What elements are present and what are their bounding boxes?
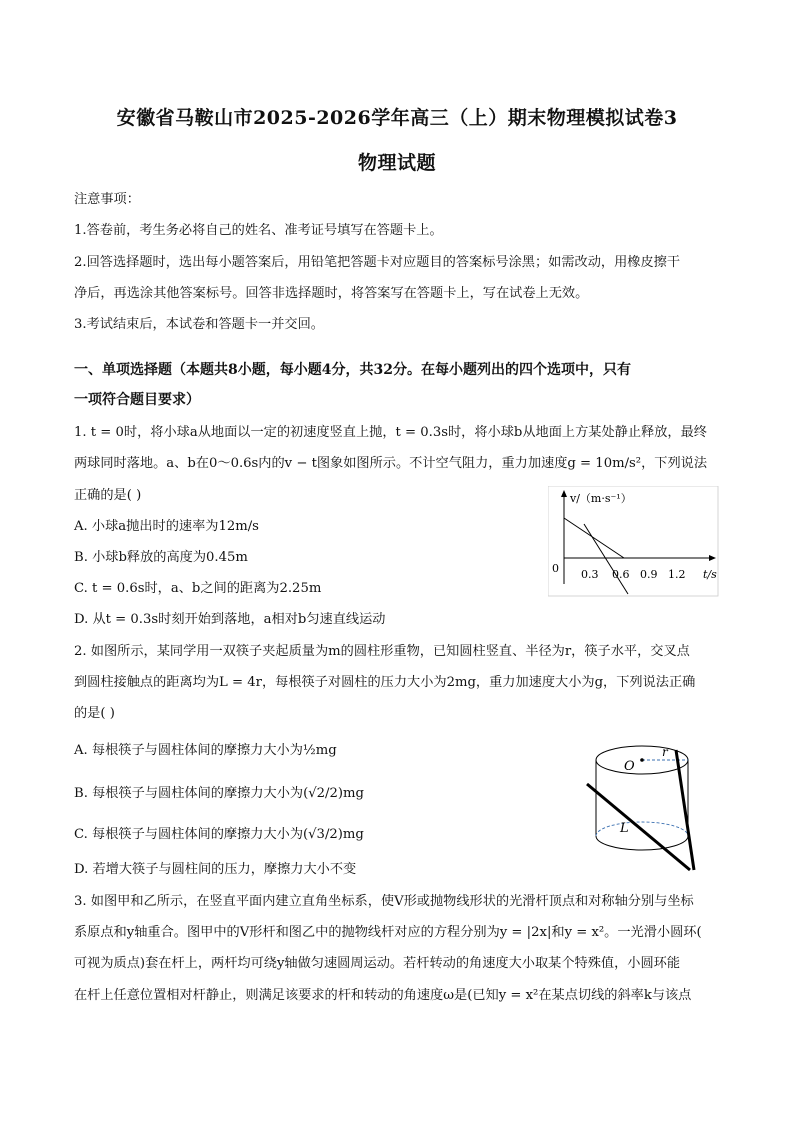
q2-option-d: D. 若增大筷子与圆柱间的压力，摩擦力大小不变 bbox=[74, 862, 357, 877]
graph-tick: 0.6 bbox=[612, 568, 630, 581]
label-r: r bbox=[662, 745, 668, 759]
q2-stem-line: 的是( ) bbox=[74, 706, 115, 721]
q1-stem-line: 正确的是( ) bbox=[74, 488, 142, 503]
notice-item: 3.考试结束后，本试卷和答题卡一并交回。 bbox=[74, 317, 324, 332]
chopstick-2 bbox=[676, 750, 694, 870]
q1-option-b: B. 小球b释放的高度为0.45m bbox=[74, 550, 248, 565]
q2-option-a: A. 每根筷子与圆柱体间的摩擦力大小为½mg bbox=[74, 743, 337, 758]
graph-ylabel: v/（m·s⁻¹） bbox=[570, 492, 632, 505]
q1-option-c: C. t = 0.6s时，a、b之间的距离为2.25m bbox=[74, 581, 322, 596]
q2-stem-line: 到圆柱接触点的距离均为L = 4r，每根筷子对圆柱的压力大小为2mg，重力加速度大小为g，下列说法正确 bbox=[74, 675, 696, 690]
graph-y-arrow bbox=[561, 490, 567, 497]
graph-tick: 0.9 bbox=[640, 568, 658, 581]
graph-tick: 1.2 bbox=[668, 568, 686, 581]
label-O: O bbox=[624, 759, 635, 774]
section-heading: 一、单项选择题（本题共8小题，每小题4分，共32分。在每小题列出的四个选项中，只有 bbox=[74, 362, 631, 378]
q3-stem-line: 在杆上任意位置相对杆静止，则满足该要求的杆和转动的角速度ω是(已知y = x²在某点切线的斜率k与该点 bbox=[74, 988, 692, 1003]
q3-stem-line: 可视为质点)套在杆上，两杆均可绕y轴做匀速圆周运动。若杆转动的角速度大小取某个特殊值，小圆环能 bbox=[74, 956, 681, 971]
notice-heading: 注意事项： bbox=[74, 192, 140, 207]
chopstick-1 bbox=[587, 784, 690, 870]
q1-option-a: A. 小球a抛出时的速率为12m/s bbox=[74, 519, 259, 534]
q1-stem-line: 两球同时落地。a、b在0～0.6s内的v − t图象如图所示。不计空气阻力，重力加速度g = 10m/s²，下列说法 bbox=[74, 456, 708, 471]
q1-stem-line: 1. t = 0时，将小球a从地面以一定的初速度竖直上抛，t = 0.3s时，将小球b从地面上方某处静止释放，最终 bbox=[74, 425, 707, 440]
q3-stem-line: 系原点和y轴重合。图甲中的V形杆和图乙中的抛物线杆对应的方程分别为y = |2x|和y = x²。一光滑小圆环( bbox=[74, 925, 702, 940]
notice-item: 净后，再选涂其他答案标号。回答非选择题时，将答案写在答题卡上，写在试卷上无效。 bbox=[74, 286, 589, 301]
graph-origin: 0 bbox=[552, 562, 559, 575]
q3-stem-line: 3. 如图甲和乙所示，在竖直平面内建立直角坐标系，使V形或抛物线形状的光滑杆顶点和对称轴分别与坐标 bbox=[74, 894, 694, 909]
label-L: L bbox=[620, 821, 629, 836]
graph-x-arrow bbox=[709, 555, 716, 561]
q2-cylinder-figure bbox=[582, 736, 704, 878]
graph-tick: 0.3 bbox=[581, 568, 599, 581]
q2-option-b: B. 每根筷子与圆柱体间的摩擦力大小为(√2/2)mg bbox=[74, 786, 364, 801]
exam-title: 安徽省马鞍山市2025-2026学年高三（上）期末物理模拟试卷3 bbox=[116, 107, 678, 129]
graph-line-a bbox=[564, 518, 624, 558]
q2-option-c: C. 每根筷子与圆柱体间的摩擦力大小为(√3/2)mg bbox=[74, 827, 364, 842]
notice-item: 1.答卷前，考生务必将自己的姓名、准考证号填写在答题卡上。 bbox=[74, 223, 443, 238]
notice-item: 2.回答选择题时，选出每小题答案后，用铅笔把答题卡对应题目的答案标号涂黑；如需改动，用橡皮擦干 bbox=[74, 255, 681, 270]
graph-xlabel: t/s bbox=[703, 568, 717, 581]
q1-vt-graph bbox=[548, 486, 720, 598]
graph-line-b bbox=[584, 524, 628, 594]
q1-option-d: D. 从t = 0.3s时刻开始到落地，a相对b匀速直线运动 bbox=[74, 612, 386, 627]
q2-stem-line: 2. 如图所示，某同学用一双筷子夹起质量为m的圆柱形重物，已知圆柱竖直、半径为r，筷子水平，交叉点 bbox=[74, 644, 690, 659]
section-heading-cont: 一项符合题目要求） bbox=[74, 392, 200, 408]
exam-subtitle: 物理试题 bbox=[357, 152, 436, 174]
